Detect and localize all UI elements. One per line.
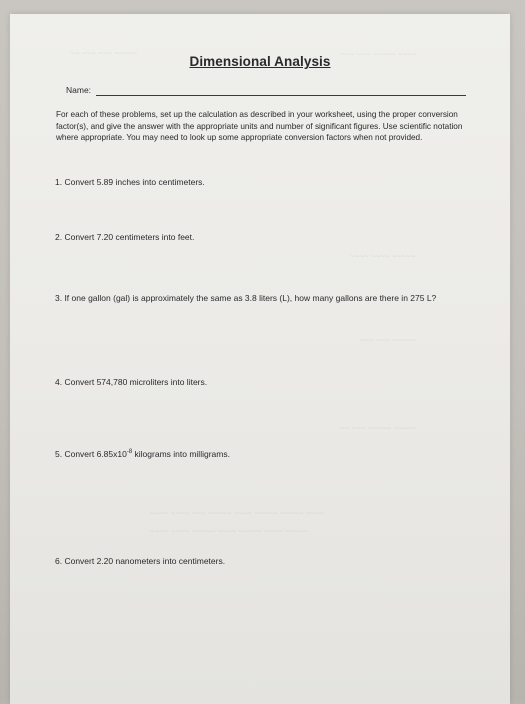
problem-4: 4. Convert 574,780 microliters into liters. (55, 377, 208, 387)
show-through-text: ~~~ ~~~ ~~~~~ ~~~~ (340, 50, 417, 59)
name-blank-line[interactable] (96, 95, 466, 96)
problem-5-suffix: kilograms into milligrams. (132, 449, 230, 459)
instructions-paragraph: For each of these problems, set up the calculation as described in your worksheet, using the proper conversion factor(s), and give the answer with the appropriate units and number of significant figures. Use scientific notation where appropriate. You may need to look up some appropriate conversion factors when not provided. (56, 110, 463, 143)
problem-6: 6. Convert 2.20 nanometers into centimeters. (55, 556, 226, 566)
show-through-text: ~~ ~~~ ~~~~~ ~~~~~ (340, 424, 417, 433)
problem-2: 2. Convert 7.20 centimeters into feet. (55, 232, 195, 242)
show-through-text: ~~~~ ~~~~ ~~~~~ (350, 252, 416, 261)
problem-5 (55, 448, 495, 460)
problem-5-exponent: -8 (126, 449, 133, 456)
worksheet-paper (10, 14, 510, 704)
show-through-text: ~~~~ ~~~~ ~~~ ~~~~~ ~~~~ ~~~~~ ~~~~~ ~~~~ (150, 509, 325, 518)
name-label: Name: (66, 85, 92, 95)
show-through-text: ~~~~ ~~~~ ~~~~~ ~~~~ ~~~~~ ~~~~ ~~~~~ (150, 527, 309, 536)
problem-3: 3. If one gallon (gal) is approximately the same as 3.8 liters (L), how many gallons are there in 275 L? (55, 293, 437, 303)
problem-5-prefix: 5. Convert 6.85x10 (55, 449, 127, 459)
name-row (66, 85, 466, 95)
worksheet-title: Dimensional Analysis (189, 54, 331, 69)
show-through-text: ~~ ~~~ ~~~ ~~~~~ (70, 49, 138, 58)
show-through-text: ~~~ ~~~ ~~~~~ (360, 336, 416, 345)
problem-1: 1. Convert 5.89 inches into centimeters. (55, 177, 205, 187)
